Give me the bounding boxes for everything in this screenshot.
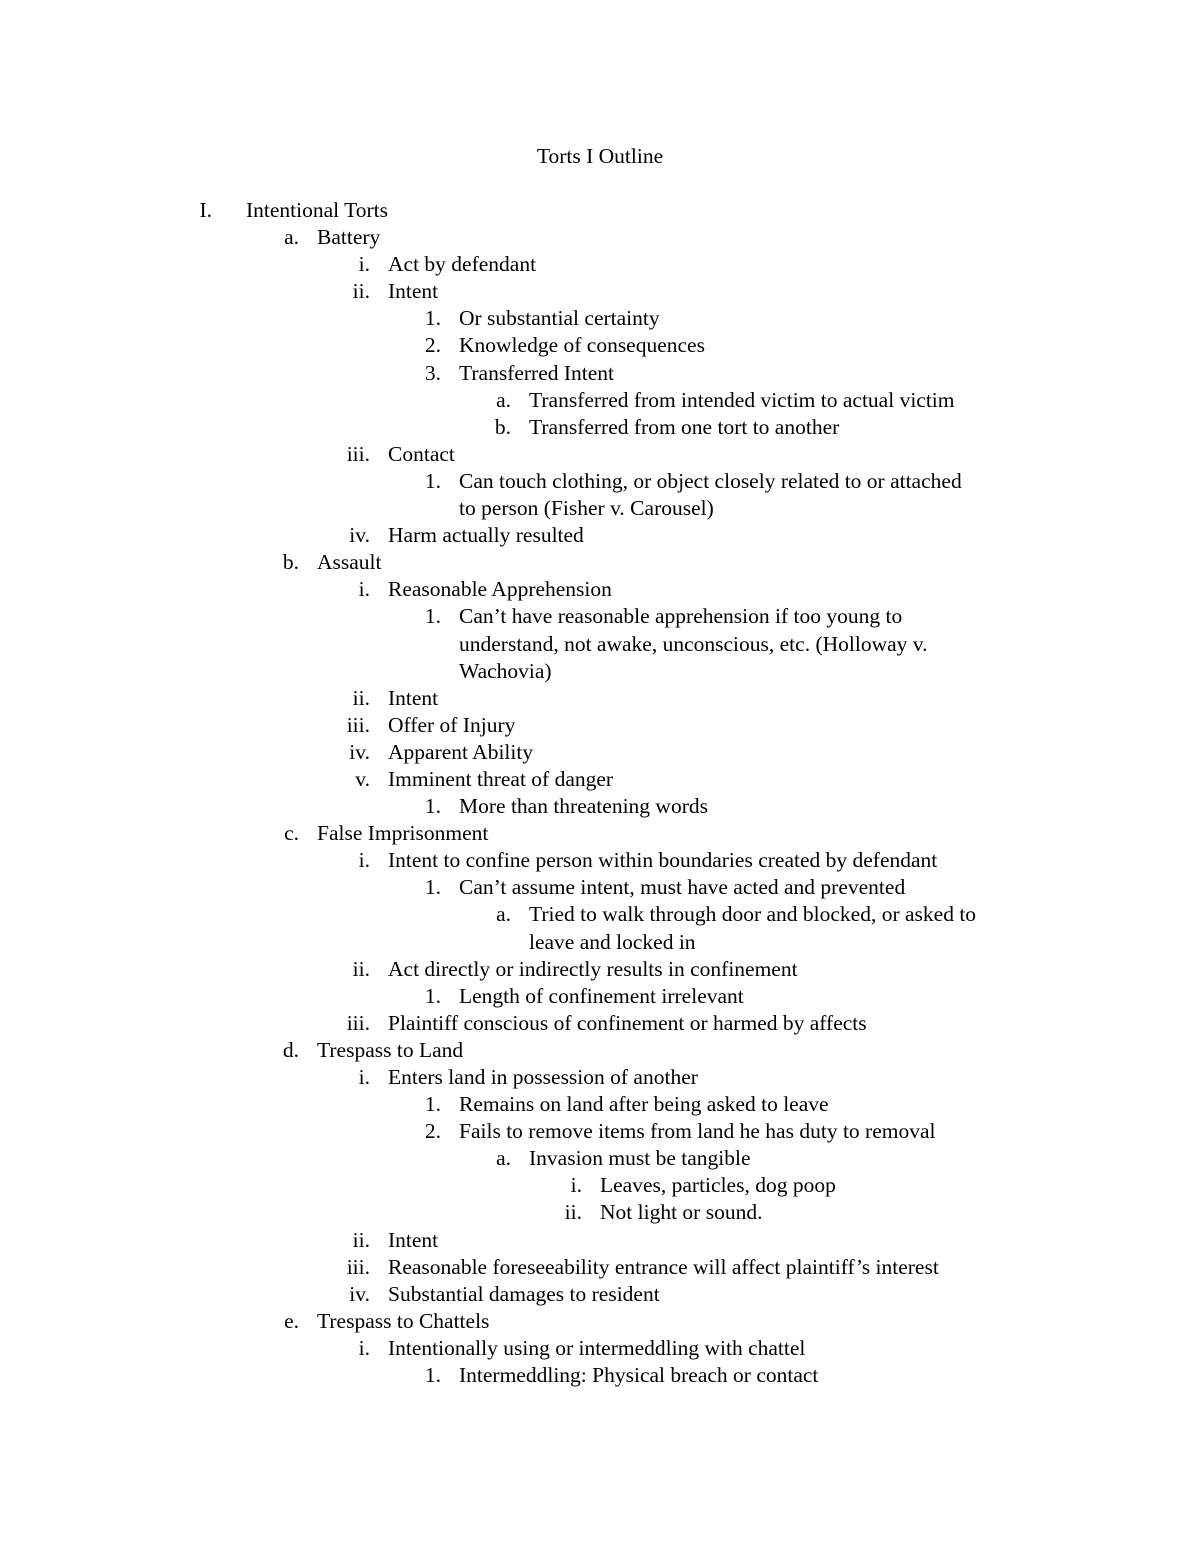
outline-text: Offer of Injury (388, 712, 516, 737)
outline-text: Or substantial certainty (459, 306, 660, 331)
outline-marker: a. (496, 902, 511, 927)
outline-item-level-3 (0, 1335, 1200, 1362)
outline-text: Substantial damages to resident (388, 1281, 660, 1306)
outline-item-level-3 (0, 712, 1200, 739)
outline-item-level-3 (0, 739, 1200, 766)
outline-item-level-4 (0, 983, 1200, 1010)
outline-marker: a. (496, 387, 511, 412)
outline-item-level-4 (0, 468, 1200, 522)
outline-marker: 1. (424, 875, 441, 900)
outline-item-level-3 (0, 847, 1200, 874)
outline-marker: iii. (346, 1010, 370, 1035)
outline-marker: ii. (564, 1200, 582, 1225)
outline-marker: v. (355, 766, 370, 791)
outline-marker: iii. (346, 1254, 370, 1279)
outline-text: Plaintiff conscious of confinement or harmed by affects (388, 1010, 867, 1035)
outline-text: Not light or sound. (600, 1200, 763, 1225)
outline-item-level-2 (0, 1308, 1200, 1335)
outline-list (0, 197, 1200, 1389)
outline-item-level-6 (0, 1172, 1200, 1199)
outline-marker: iii. (346, 441, 370, 466)
outline-text: Intent (388, 1227, 439, 1252)
outline-text: Apparent Ability (388, 739, 534, 764)
outline-text: Wachovia) (459, 658, 552, 683)
outline-item-level-3 (0, 576, 1200, 603)
outline-item-level-5 (0, 387, 1200, 414)
outline-marker: i. (358, 252, 370, 277)
outline-marker: 2. (424, 1119, 441, 1144)
outline-marker: a. (284, 225, 299, 250)
outline-text: Invasion must be tangible (529, 1146, 751, 1171)
outline-item-level-2 (0, 224, 1200, 251)
outline-item-level-4 (0, 360, 1200, 387)
outline-item-level-4 (0, 874, 1200, 901)
outline-item-level-1 (0, 197, 1200, 224)
outline-item-level-3 (0, 441, 1200, 468)
outline-item-level-3 (0, 766, 1200, 793)
outline-marker: 1. (424, 794, 441, 819)
outline-item-level-2 (0, 820, 1200, 847)
outline-marker: ii. (352, 279, 370, 304)
outline-text: Trespass to Chattels (317, 1308, 490, 1333)
outline-marker: e. (284, 1308, 299, 1333)
outline-marker: ii. (352, 685, 370, 710)
outline-text: Act directly or indirectly results in confinement (388, 956, 798, 981)
outline-marker: 3. (424, 360, 441, 385)
outline-text: Imminent threat of danger (388, 766, 614, 791)
outline-text: Battery (317, 225, 381, 250)
outline-text: Contact (388, 441, 455, 466)
outline-text: Intentionally using or intermeddling with chattel (388, 1335, 806, 1360)
outline-text: Tried to walk through door and blocked, or asked to (529, 902, 977, 927)
outline-item-level-5 (0, 1145, 1200, 1172)
outline-text: Intent (388, 685, 439, 710)
outline-text: Intent to confine person within boundaries created by defendant (388, 848, 938, 873)
outline-text: Can’t assume intent, must have acted and prevented (459, 875, 906, 900)
outline-marker: 1. (424, 1363, 441, 1388)
outline-text: Leaves, particles, dog poop (600, 1173, 836, 1198)
outline-item-level-3 (0, 522, 1200, 549)
outline-text: Transferred Intent (459, 360, 615, 385)
outline-text: Intent (388, 279, 439, 304)
outline-item-level-3 (0, 956, 1200, 983)
outline-marker: i. (358, 577, 370, 602)
outline-item-level-3 (0, 251, 1200, 278)
outline-text: False Imprisonment (317, 821, 489, 846)
outline-text: leave and locked in (529, 929, 696, 954)
outline-item-level-3 (0, 685, 1200, 712)
outline-text: Can’t have reasonable apprehension if too young to (459, 604, 903, 629)
outline-marker: b. (282, 550, 299, 575)
outline-item-level-2 (0, 1037, 1200, 1064)
outline-text: Reasonable Apprehension (388, 577, 612, 602)
outline-item-level-6 (0, 1199, 1200, 1226)
outline-item-level-4 (0, 1362, 1200, 1389)
document-title: Torts I Outline (536, 144, 664, 168)
outline-text: Fails to remove items from land he has duty to removal (459, 1119, 936, 1144)
outline-text: Knowledge of consequences (459, 333, 705, 358)
outline-text: Can touch clothing, or object closely related to or attached (459, 468, 962, 493)
outline-marker: iii. (346, 712, 370, 737)
outline-marker: c. (284, 821, 299, 846)
outline-text: More than threatening words (459, 794, 708, 819)
outline-marker: iv. (349, 523, 370, 548)
outline-text: Intentional Torts (246, 198, 389, 222)
outline-item-level-4 (0, 603, 1200, 684)
outline-text: Harm actually resulted (388, 523, 584, 548)
outline-item-level-3 (0, 1254, 1200, 1281)
outline-text: Remains on land after being asked to leave (459, 1092, 829, 1117)
outline-marker: 1. (424, 306, 441, 331)
outline-text: Reasonable foreseeability entrance will affect plaintiff’s interest (388, 1254, 939, 1279)
outline-text: Transferred from one tort to another (529, 414, 840, 439)
outline-marker: i. (358, 1065, 370, 1089)
outline-marker: ii. (352, 956, 370, 981)
outline-item-level-4 (0, 1091, 1200, 1118)
outline-text: understand, not awake, unconscious, etc. (Holloway v. (459, 631, 928, 656)
outline-marker: i. (358, 1335, 370, 1360)
outline-text: Act by defendant (388, 252, 537, 277)
outline-marker: 2. (424, 333, 441, 358)
outline-marker: 1. (424, 468, 441, 493)
outline-text: Assault (317, 550, 382, 575)
outline-marker: d. (282, 1037, 299, 1062)
outline-text: Intermeddling: Physical breach or contact (459, 1363, 819, 1388)
outline-item-level-3 (0, 1064, 1200, 1091)
outline-item-level-3 (0, 1010, 1200, 1037)
outline-item-level-5 (0, 414, 1200, 441)
outline-item-level-4 (0, 332, 1200, 359)
outline-text: Length of confinement irrelevant (459, 983, 744, 1008)
outline-text: Transferred from intended victim to actual victim (529, 387, 955, 412)
outline-item-level-4 (0, 1118, 1200, 1145)
outline-item-level-5 (0, 901, 1200, 955)
outline-marker: I. (199, 198, 212, 222)
outline-item-level-3 (0, 1227, 1200, 1254)
outline-item-level-3 (0, 278, 1200, 305)
outline-item-level-4 (0, 793, 1200, 820)
outline-text: to person (Fisher v. Carousel) (459, 496, 714, 521)
outline-text: Trespass to Land (317, 1037, 464, 1062)
outline-marker: 1. (424, 983, 441, 1008)
outline-marker: i. (358, 848, 370, 873)
outline-marker: i. (570, 1173, 582, 1198)
outline-marker: iv. (349, 1281, 370, 1306)
outline-item-level-4 (0, 305, 1200, 332)
outline-marker: a. (496, 1146, 511, 1171)
outline-marker: 1. (424, 604, 441, 629)
outline-item-level-3 (0, 1281, 1200, 1308)
outline-item-level-2 (0, 549, 1200, 576)
outline-marker: 1. (424, 1092, 441, 1117)
outline-marker: ii. (352, 1227, 370, 1252)
outline-text: Enters land in possession of another (388, 1065, 698, 1089)
outline-marker: iv. (349, 739, 370, 764)
outline-marker: b. (494, 414, 511, 439)
